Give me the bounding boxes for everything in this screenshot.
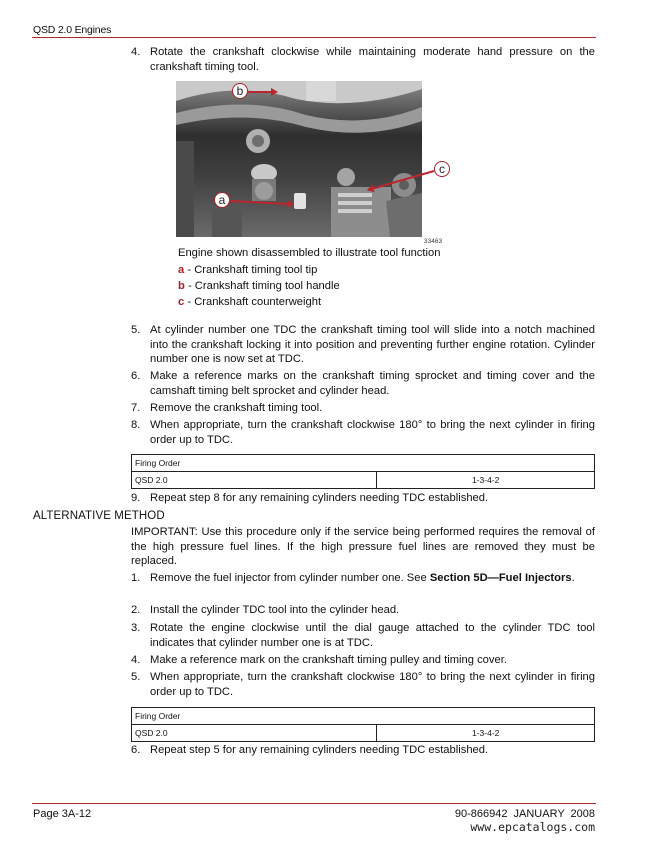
figure-caption: Engine shown disassembled to illustrate tool function (178, 247, 441, 259)
important-note: IMPORTANT: Use this procedure only if the service being performed requires the removal of the high pressure fuel lines. If the high pressure fuel lines are removed they must be replaced. (131, 526, 595, 568)
alt-step-6 (131, 743, 595, 758)
running-header: QSD 2.0 Engines (33, 24, 112, 36)
table-header: Firing Order (132, 708, 595, 725)
legend-sep: - (184, 264, 195, 276)
step-8 (131, 418, 595, 447)
alt-step-4 (131, 653, 595, 668)
legend-item-c (178, 295, 321, 311)
table-cell-order: 1-3-4-2 (377, 472, 595, 489)
arrow-b-icon (248, 91, 276, 93)
figure-id: 33463 (424, 238, 443, 245)
step-text-plain: Remove the fuel injector from cylinder number one. See (150, 572, 430, 584)
step-text: When appropriate, turn the crankshaft clockwise 180° to bring the next cylinder in firing order up to TDC. (150, 671, 595, 698)
firing-order-table (131, 454, 595, 489)
step-text: Remove the crankshaft timing tool. (150, 402, 323, 414)
step-text: Repeat step 8 for any remaining cylinders needing TDC established. (150, 492, 489, 504)
step-text: When appropriate, turn the crankshaft clockwise 180° to bring the next cylinder in firing order up to TDC. (150, 419, 595, 446)
alt-step-1 (131, 571, 595, 586)
table-cell-model: QSD 2.0 (132, 725, 377, 742)
step-text: Rotate the engine clockwise until the dial gauge attached to the cylinder TDC tool indicates that cylinder number one is at TDC. (150, 622, 595, 649)
legend-key: c (178, 296, 185, 308)
step-number: 4. (131, 654, 141, 666)
step-5 (131, 323, 595, 367)
section-heading: ALTERNATIVE METHOD (33, 510, 165, 522)
table-cell-order: 1-3-4-2 (377, 725, 595, 742)
legend-text: Crankshaft timing tool tip (194, 264, 318, 276)
legend-key: b (178, 280, 185, 292)
step-number: 5. (131, 671, 141, 683)
legend-item-a (178, 263, 317, 279)
step-number: 3. (131, 622, 141, 634)
engine-photo (176, 81, 422, 237)
step-text: Make a reference mark on the crankshaft timing pulley and timing cover. (150, 654, 507, 666)
step-text: Install the cylinder TDC tool into the cylinder head. (150, 604, 400, 616)
legend-sep: - (184, 280, 195, 292)
header-rule (32, 37, 596, 38)
cross-reference-link: Section 5D—Fuel Injectors (429, 572, 572, 584)
step-9 (131, 491, 595, 506)
watermark-url: www.epcatalogs.com (470, 820, 595, 834)
step-number: 1. (131, 572, 141, 584)
step-4 (131, 45, 595, 74)
step-number: 9. (131, 492, 141, 504)
document-number: 90-866942 JANUARY 2008 (454, 808, 595, 820)
step-number: 2. (131, 604, 141, 616)
legend-sep: - (184, 296, 195, 308)
alt-step-5 (131, 670, 595, 699)
alt-step-3 (131, 621, 595, 650)
alt-step-2 (131, 603, 595, 618)
step-number: 6. (131, 370, 141, 382)
legend-key: a (178, 264, 185, 276)
legend-item-b (178, 279, 340, 295)
step-text: At cylinder number one TDC the crankshaft timing tool will slide into a notch machined into the crankshaft locking it into position and preventing further engine rotation. Cylinder number one is now set at TDC. (150, 324, 595, 366)
step-number: 8. (131, 419, 141, 431)
callout-b: b (232, 83, 248, 99)
callout-c: c (434, 161, 450, 177)
legend-text: Crankshaft counterweight (194, 296, 322, 308)
step-text (150, 571, 595, 586)
step-number: 7. (131, 402, 141, 414)
step-text-end: . (571, 572, 575, 584)
step-text: Repeat step 5 for any remaining cylinders needing TDC established. (150, 744, 489, 756)
step-text: Rotate the crankshaft clockwise while maintaining moderate hand pressure on the crankshaft timing tool. (150, 46, 595, 73)
callout-a: a (214, 192, 230, 208)
table-header: Firing Order (132, 455, 595, 472)
footer-rule (32, 803, 596, 804)
step-6 (131, 369, 595, 398)
engine-illustration (176, 81, 422, 237)
table-cell-model: QSD 2.0 (132, 472, 377, 489)
step-text: Make a reference marks on the crankshaft timing sprocket and timing cover and the camshaft timing belt sprocket and cylinder head. (150, 370, 595, 397)
page-number: Page 3A-12 (33, 808, 92, 820)
step-7 (131, 401, 595, 416)
firing-order-table-2 (131, 707, 595, 742)
step-number: 4. (131, 46, 141, 58)
step-number: 5. (131, 324, 141, 336)
legend-text: Crankshaft timing tool handle (194, 280, 340, 292)
step-number: 6. (131, 744, 141, 756)
